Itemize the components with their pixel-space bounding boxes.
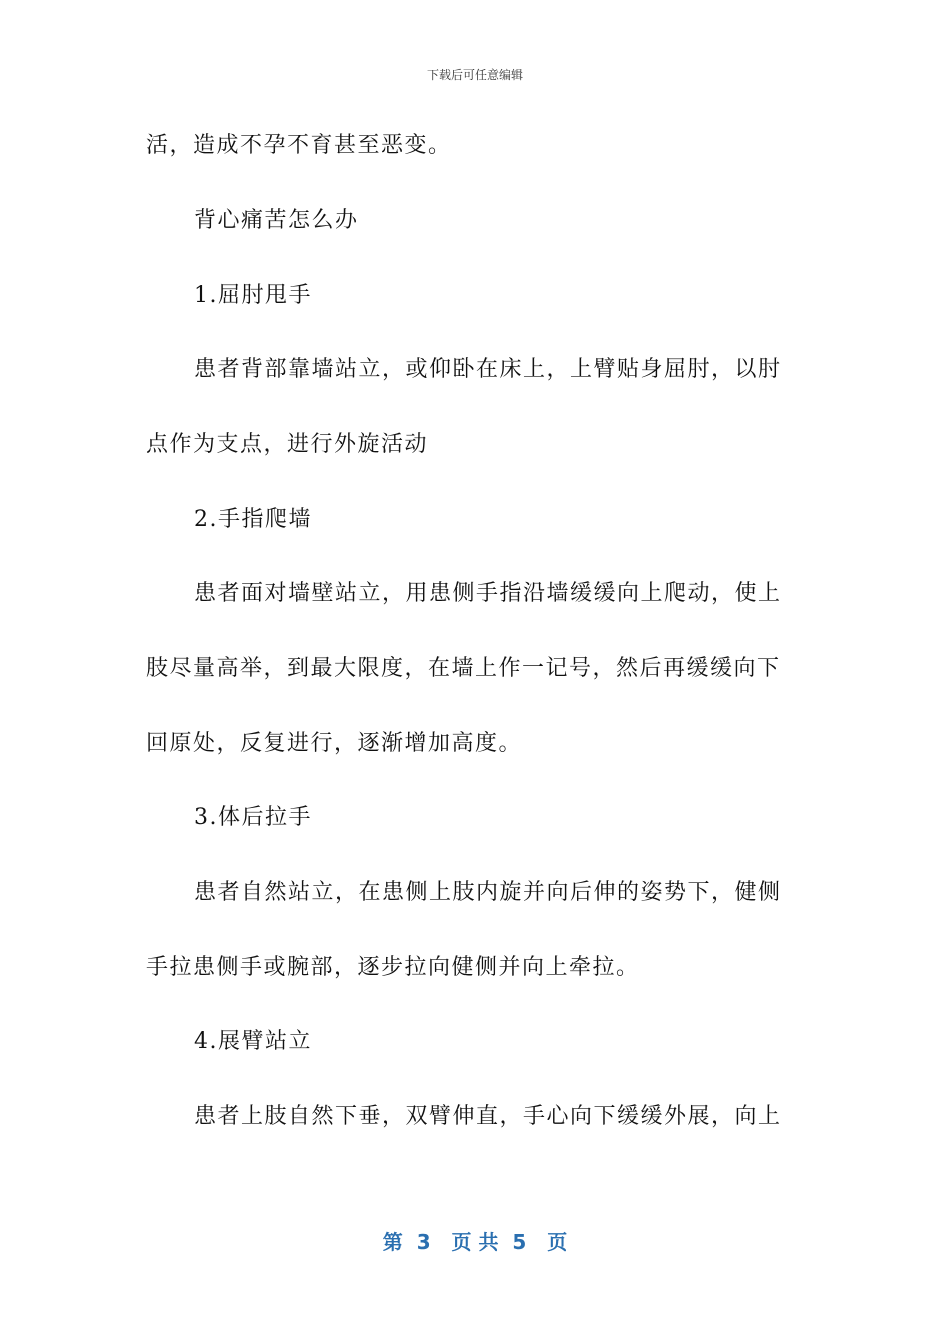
text-line: 患者上肢自然下垂，双臂伸直，手心向下缓缓外展，向上 bbox=[194, 1104, 782, 1129]
item-heading: 4.展臂站立 bbox=[194, 1029, 312, 1054]
text-line: 手拉患侧手或腕部，逐步拉向健侧并向上牵拉。 bbox=[146, 955, 640, 980]
page-header: 下载后可任意编辑 bbox=[426, 68, 523, 82]
text-line: 回原处，反复进行，逐渐增加高度。 bbox=[146, 731, 523, 756]
text-line: 患者面对墙壁站立，用患侧手指沿墙缓缓向上爬动，使上 bbox=[194, 581, 782, 606]
item-heading: 3.体后拉手 bbox=[194, 805, 312, 830]
item-heading: 1.屈肘甩手 bbox=[194, 283, 312, 308]
text-line: 患者自然站立，在患侧上肢内旋并向后伸的姿势下，健侧 bbox=[194, 880, 782, 905]
text-line: 患者背部靠墙站立，或仰卧在床上，上臂贴身屈肘，以肘 bbox=[194, 357, 782, 382]
item-heading: 2.手指爬墙 bbox=[194, 507, 312, 532]
text-line: 点作为支点，进行外旋活动 bbox=[146, 432, 429, 457]
text-line: 活，造成不孕不育甚至恶变。 bbox=[146, 133, 452, 158]
text-line: 肢尽量高举，到最大限度，在墙上作一记号，然后再缓缓向下 bbox=[146, 656, 781, 681]
section-heading: 背心痛苦怎么办 bbox=[194, 208, 359, 233]
page-footer: 第 3 页 共 5 页 bbox=[382, 1230, 568, 1254]
